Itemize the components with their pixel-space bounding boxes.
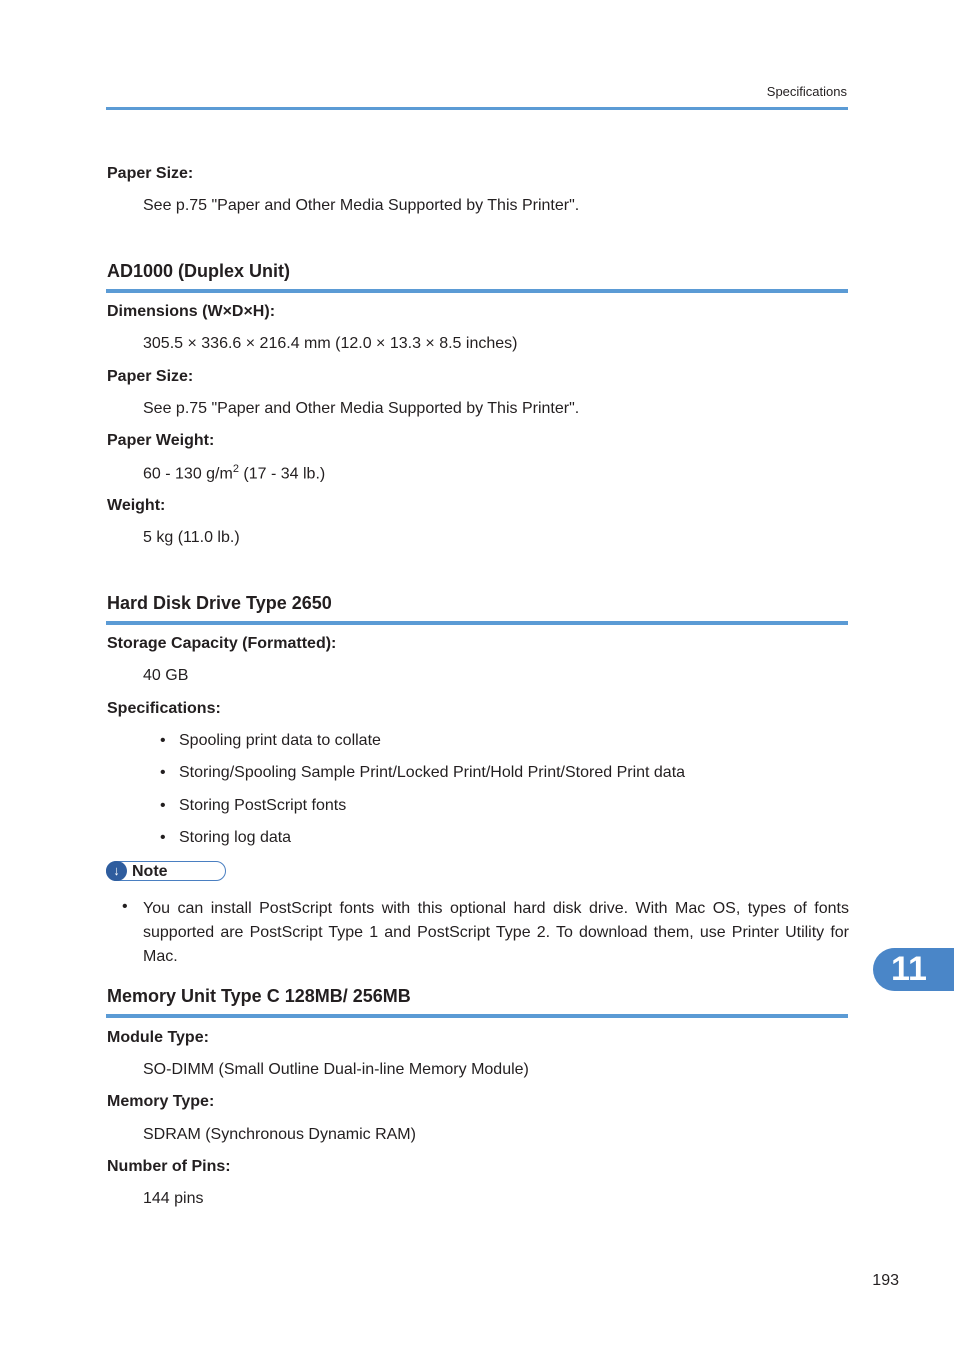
paper-size-def: See p.75 "Paper and Other Media Supported by This Printer".: [143, 400, 580, 417]
pins-def: 144 pins: [143, 1190, 204, 1207]
storage-capacity-def: 40 GB: [143, 667, 189, 684]
paper-weight-term: Paper Weight:: [107, 432, 215, 449]
specifications-term: Specifications:: [107, 700, 221, 717]
bullet-icon: •: [160, 764, 166, 781]
section-rule: [106, 1014, 848, 1018]
paper-size-term: Paper Size:: [107, 368, 194, 385]
list-item: Storing log data: [179, 829, 292, 846]
paper-size-def: See p.75 "Paper and Other Media Supported by This Printer".: [143, 197, 580, 214]
section-title-ad1000: AD1000 (Duplex Unit): [107, 261, 291, 281]
arrow-down-icon: ↓: [106, 861, 127, 881]
memory-type-def: SDRAM (Synchronous Dynamic RAM): [143, 1126, 416, 1143]
header-rule: [106, 107, 848, 110]
weight-term: Weight:: [107, 497, 166, 514]
section-title-memory: Memory Unit Type C 128MB/ 256MB: [107, 986, 411, 1006]
list-item: Storing/Spooling Sample Print/Locked Print/Hold Print/Stored Print data: [179, 764, 686, 781]
running-header: Specifications: [766, 84, 847, 99]
storage-capacity-term: Storage Capacity (Formatted):: [107, 635, 337, 652]
bullet-icon: •: [160, 732, 166, 749]
bullet-icon: •: [160, 829, 166, 846]
note-text: You can install PostScript fonts with this optional hard disk drive. With Mac OS, types of fonts supported are PostScript Type 1 and PostScript Type 2. To download them, use Printer Utility for Mac.: [143, 900, 849, 965]
bullet-icon: •: [122, 898, 128, 915]
paper-size-term: Paper Size:: [107, 165, 194, 182]
memory-type-term: Memory Type:: [107, 1093, 215, 1110]
section-rule: [106, 289, 848, 293]
section-rule: [106, 621, 848, 625]
weight-def: 5 kg (11.0 lb.): [143, 529, 240, 546]
module-type-def: SO-DIMM (Small Outline Dual-in-line Memory Module): [143, 1061, 529, 1078]
note-label: Note: [132, 863, 168, 880]
section-title-hdd: Hard Disk Drive Type 2650: [107, 593, 332, 613]
list-item: Storing PostScript fonts: [179, 797, 347, 814]
paper-weight-def: 60 - 130 $g/m^2$ (17 - 34 lb.): [143, 463, 326, 483]
chapter-tab: [873, 948, 954, 991]
page-number: 193: [872, 1272, 899, 1289]
dimensions-def: 305.5 × 336.6 × 216.4 mm (12.0 × 13.3 × 8.5 inches): [143, 335, 518, 352]
dimensions-term: Dimensions (W×D×H):: [107, 303, 276, 320]
list-item: Spooling print data to collate: [179, 732, 381, 749]
bullet-icon: •: [160, 797, 166, 814]
note-badge: [106, 861, 226, 881]
pins-term: Number of Pins:: [107, 1158, 231, 1175]
chapter-number: 11: [891, 950, 927, 988]
module-type-term: Module Type:: [107, 1029, 209, 1046]
